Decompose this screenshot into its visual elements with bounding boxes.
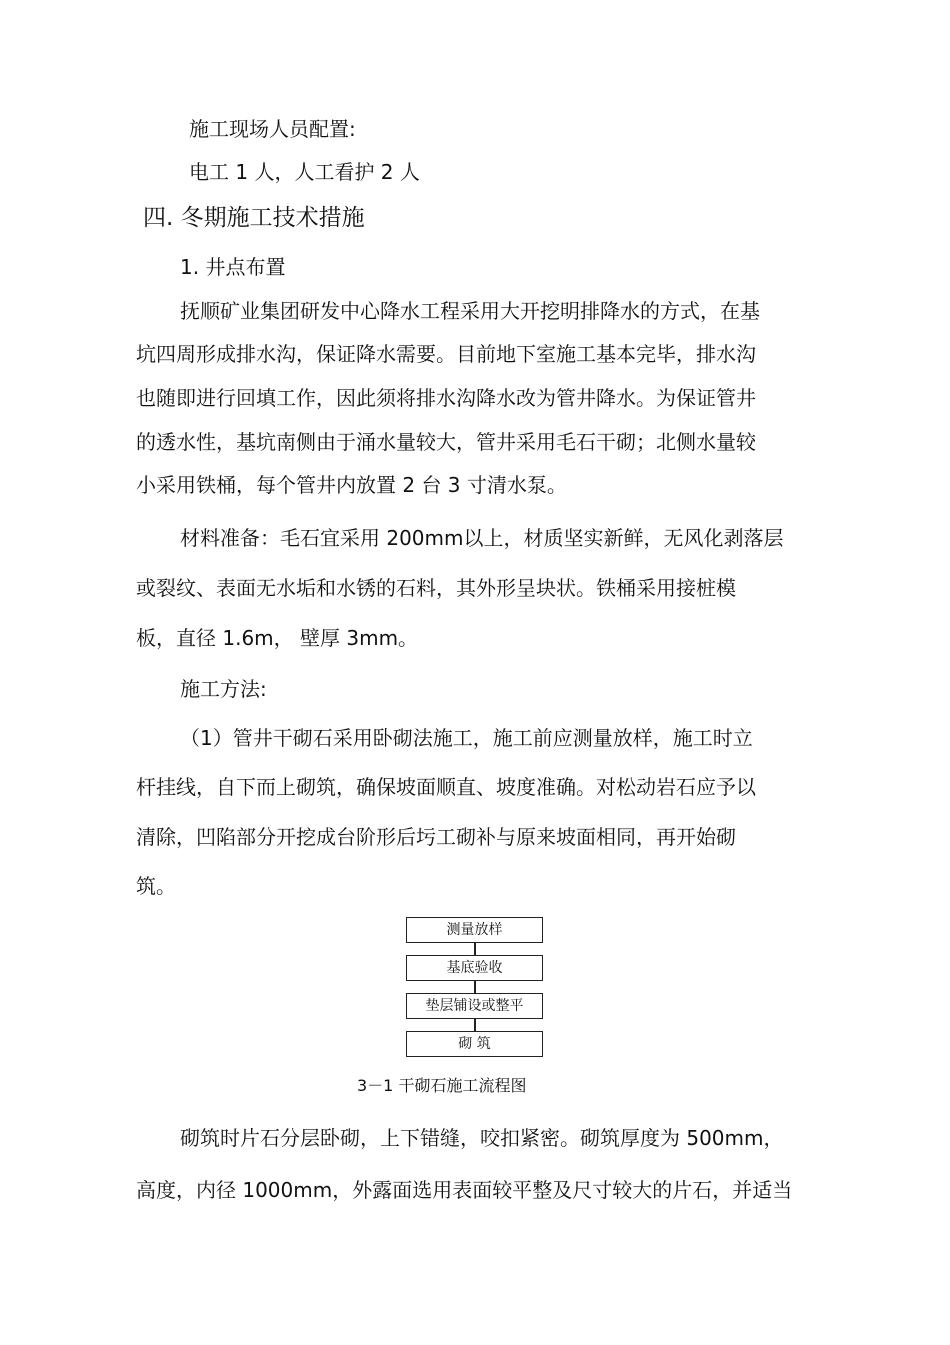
flowchart-caption: 3－1 干砌石施工流程图 — [357, 1076, 527, 1095]
paragraph-line: 施工方法: — [180, 677, 267, 701]
section-heading: 四. 冬期施工技术措施 — [143, 205, 365, 231]
paragraph-line: （1）管井干砌石采用卧砌法施工，施工前应测量放样，施工时立 — [180, 726, 753, 750]
paragraph-line: 筑。 — [136, 874, 176, 898]
flow-step-cushion: 垫层铺设或整平 — [406, 993, 543, 1019]
paragraph-line: 杆挂线，自下而上砌筑，确保坡面顺直、坡度准确。对松动岩石应予以 — [136, 775, 756, 799]
paragraph-line: 高度，内径 1000mm，外露面选用表面较平整及尺寸较大的片石，并适当 — [136, 1178, 793, 1202]
paragraph-line: 板，直径 1.6m， 壁厚 3mm。 — [136, 626, 419, 650]
flow-step-survey: 测量放样 — [406, 917, 543, 943]
flow-connector — [474, 943, 476, 955]
flow-step-masonry: 砌 筑 — [406, 1031, 543, 1057]
paragraph-line: 电工 1 人，人工看护 2 人 — [189, 160, 420, 184]
paragraph-line: 砌筑时片石分层卧砌，上下错缝，咬扣紧密。砌筑厚度为 500mm， — [180, 1126, 784, 1150]
paragraph-line: 的透水性，基坑南侧由于涌水量较大，管井采用毛石干砌；北侧水量较 — [136, 430, 756, 454]
paragraph-line: 或裂纹、表面无水垢和水锈的石料，其外形呈块状。铁桶采用接桩模 — [136, 576, 736, 600]
paragraph-line: 坑四周形成排水沟，保证降水需要。目前地下室施工基本完毕，排水沟 — [136, 342, 756, 366]
subsection-heading: 1. 井点布置 — [180, 255, 286, 279]
paragraph-line: 清除，凹陷部分开挖成台阶形后圬工砌补与原来坡面相同，再开始砌 — [136, 825, 736, 849]
flow-step-inspection: 基底验收 — [406, 955, 543, 981]
flow-connector — [474, 981, 476, 993]
paragraph-line: 抚顺矿业集团研发中心降水工程采用大开挖明排降水的方式，在基 — [180, 299, 760, 323]
paragraph-line: 也随即进行回填工作，因此须将排水沟降水改为管井降水。为保证管井 — [136, 386, 756, 410]
paragraph-line: 小采用铁桶，每个管井内放置 2 台 3 寸清水泵。 — [136, 473, 567, 497]
paragraph-line: 施工现场人员配置: — [189, 117, 356, 141]
flow-connector — [474, 1019, 476, 1031]
paragraph-line: 材料准备：毛石宜采用 200mm以上，材质坚实新鲜，无风化剥落层 — [180, 526, 784, 550]
